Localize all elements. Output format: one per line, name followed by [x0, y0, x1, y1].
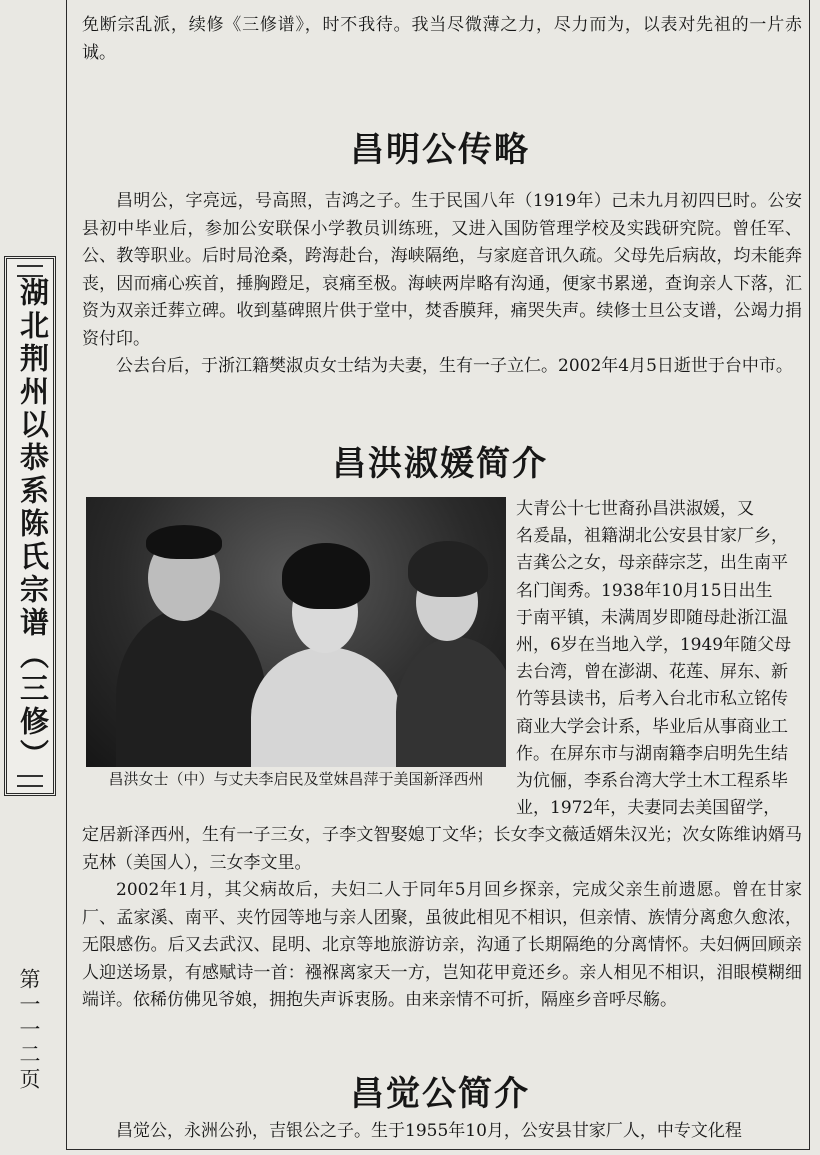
page-number: 第一一二页: [17, 968, 41, 1093]
ornament-top: [17, 265, 43, 277]
changhong-side-text: [516, 496, 806, 822]
family-photo: [86, 497, 506, 767]
changhong-paragraph-2: 2002年1月，其父病故后，夫妇二人于同年5月回乡探亲，完成父亲生前遗愿。曾在甘家厂、孟家溪、南平、夹竹园等地与亲人团聚，虽彼此相见不相识，但亲情、族情分离愈久愈浓，无限感伤。后又去武汉、昆明、北京等地旅游访亲，沟通了长期隔绝的分离情怀。夫妇俩回顾亲人迎送场景，有感赋诗一首：襁褓离家天一方，岂知花甲竟还乡。亲人相见不相识，泪眼模糊细端详。依稀仿佛见爷娘，拥抱失声诉衷肠。由来亲情不可折，隔座乡音呼尽觞。: [82, 880, 802, 1010]
side-line: 名门闺秀。1938年10月15日出生: [516, 580, 773, 601]
genealogy-title-band: [4, 256, 56, 796]
side-line: 名爰晶，祖籍湖北公安县甘家厂乡，: [516, 526, 788, 547]
side-line: 作。在屏东市与湖南籍李启明先生结: [516, 743, 788, 764]
changming-paragraph-2: 公去台后，于浙江籍樊淑贞女士结为夫妻，生有一子立仁。2002年4月5日逝世于台中市。: [116, 356, 793, 376]
section-title-changjue: 昌觉公简介: [350, 1074, 530, 1114]
section-title-changhong: 昌洪淑媛简介: [332, 444, 548, 484]
side-line: 于南平镇，未满周岁即随母赴浙江温: [516, 607, 788, 628]
side-line: 去台湾，曾在澎湖、花莲、屏东、新: [516, 662, 788, 683]
photo-caption: 昌洪女士（中）与丈夫李启民及堂妹昌萍于美国新泽西州: [108, 770, 484, 788]
ornament-bottom: [17, 775, 43, 787]
side-line: 商业大学会计系，毕业后从事商业工: [516, 716, 788, 737]
top-paragraph: 免断宗乱派，续修《三修谱》，时不我待。我当尽微薄之力，尽力而为，以表对先祖的一片赤诚。: [82, 15, 802, 63]
side-line: 州，6岁在当地入学，1949年随父母: [516, 635, 792, 656]
changming-paragraph-1: 昌明公，字亮远，号高照，吉鸿之子。生于民国八年（1919年）己未九月初四巳时。公安县初中毕业后，参加公安联保小学教员训练班，又进入国防管理学校及实践研究院。曾任军、公、教等职业。后时局沧桑，跨海赴台，海峡隔绝，与家庭音讯久疏。父母先后病故，均未能奔丧，因而痛心疾首，捶胸蹬足，哀痛至极。海峡两岸略有沟通，便家书累递，查询亲人下落，汇资为双亲迁葬立碑。收到墓碑照片供于堂中，焚香膜拜，痛哭失声。续修士旦公支谱，公竭力捐资付印。: [82, 191, 802, 349]
side-line: 大青公十七世裔孙昌洪淑媛，又: [516, 499, 754, 519]
genealogy-title: 湖北荆州以恭系陈氏宗谱（三修）: [16, 277, 50, 772]
side-line: 吉龚公之女，母亲薛宗芝，出生南平: [516, 553, 788, 574]
changhong-paragraph-1-continued: 定居新泽西州，生有一子三女，子李文智娶媳丁文华；长女李文薇适婿朱汉光；次女陈维讷婿马克林（美国人），三女李文里。: [82, 825, 802, 873]
side-line: 为伉俪，李系台湾大学土木工程系毕: [516, 771, 788, 792]
section-title-changming: 昌明公传略: [350, 130, 530, 170]
changjue-paragraph-1: 昌觉公，永洲公孙，吉银公之子。生于1955年10月，公安县甘家厂人，中专文化程: [116, 1121, 742, 1141]
side-line: 竹等县读书，后考入台北市私立铭传: [516, 689, 788, 710]
side-line: 业，1972年，夫妻同去美国留学，: [516, 798, 781, 819]
